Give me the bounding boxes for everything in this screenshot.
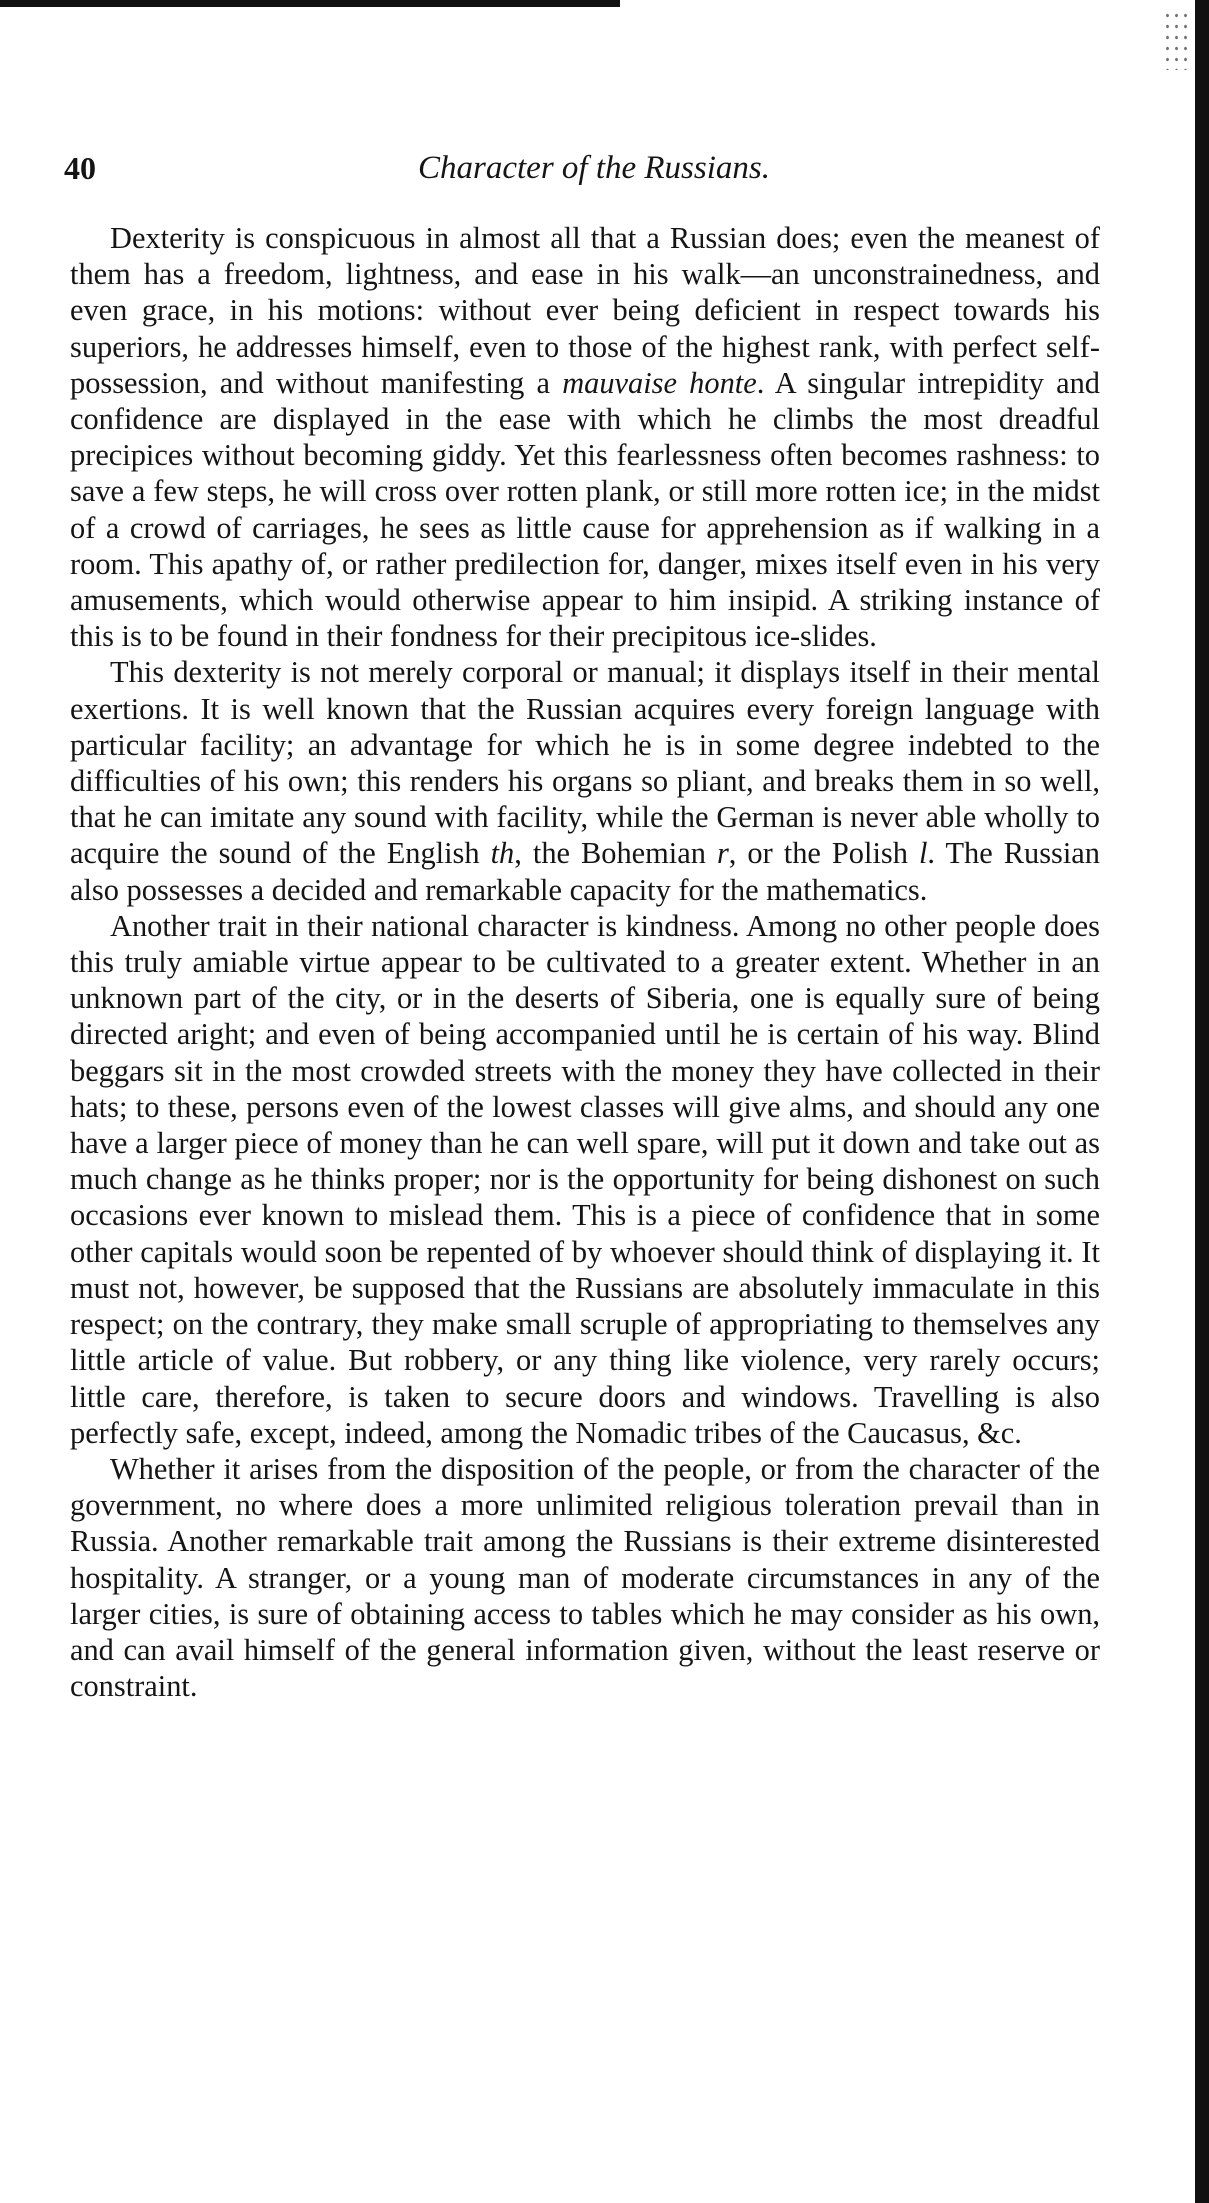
paragraph (70, 220, 1100, 654)
scan-specks (1163, 10, 1193, 70)
italic-text: l (918, 836, 928, 871)
italic-text: mauvaise honte (562, 365, 757, 400)
page-number: 40 (64, 150, 96, 186)
text-segment: , or the Polish (728, 836, 919, 871)
text-segment: Dexterity is conspicuous in almost all that a Russian does; even the meanest of them has a freedom, lightness, and ease in his walk—an unconstrainedness, and even grace, in his motions: without ever being deficient in respect towards his superiors, he addresses himself, even to those of the highest rank, with perfect self-possession, and without manifesting a (70, 221, 1100, 400)
page-header (64, 150, 1124, 200)
text-segment: . The Russian also possesses a decided and remarkable capacity for the mathematics. (70, 836, 1100, 907)
italic-text: r (716, 836, 729, 871)
running-title: Character of the Russians. (418, 150, 770, 186)
scan-edge-top (0, 0, 620, 7)
scan-edge-right (1195, 0, 1209, 2203)
text-segment: This dexterity is not merely corporal or manual; it displays itself in their mental exertions. It is well known that the Russian acquires every foreign language with particular facility; an advantage for which he is in some degree indebted to the difficulties of his own; this renders his organs so pliant, and breaks them in so well, that he can imitate any sound with facility, while the German is never able wholly to acquire the sound of the English (70, 655, 1100, 871)
text-segment: . A singular intrepidity and confidence are displayed in the ease with which he climbs the most dreadful precipices without becoming giddy. Yet this fearlessness often becomes rashness: to save a few steps, he will cross over rotten plank, or still more rotten ice; in the midst of a crowd of carriages, he sees as little cause for apprehension as if walking in a room. This apathy of, or rather predilection for, danger, mixes itself even in his very amusements, which would otherwise appear to him insipid. A striking instance of this is to be found in their fondness for their precipitous ice-slides. (70, 365, 1100, 654)
text-segment: , the Bohemian (514, 836, 717, 871)
paragraph (70, 654, 1100, 907)
paragraph (70, 1451, 1100, 1704)
text-segment: Another trait in their national character is kindness. Among no other people does this truly amiable virtue appear to be cultivated to a greater extent. Whether in an unknown part of the city, or in the deserts of Siberia, one is equally sure of being directed aright; and even of being accompanied until he is certain of his way. Blind beggars sit in the most crowded streets with the money they have collected in their hats; to these, persons even of the lowest classes will give alms, and should any one have a larger piece of money than he can well spare, will put it down and take out as much change as he thinks proper; nor is the opportunity for being dishonest on such occasions ever known to mislead them. This is a piece of confidence that in some other capitals would soon be repented of by whoever should think of displaying it. It must not, however, be supposed that the Russians are absolutely immaculate in this respect; on the contrary, they make small scruple of appropriating to themselves any little article of value. But robbery, or any thing like violence, very rarely occurs; little care, therefore, is taken to secure doors and windows. Travelling is also perfectly safe, except, indeed, among the Nomadic tribes of the Caucasus, &c. (70, 908, 1100, 1450)
body-text (70, 220, 1100, 1704)
paragraph (70, 908, 1100, 1451)
text-segment: Whether it arises from the disposition of the people, or from the character of the government, no where does a more unlimited religious toleration prevail than in Russia. Another remarkable trait among the Russians is their extreme disinterested hospitality. A stranger, or a young man of moderate circumstances in any of the larger cities, is sure of obtaining access to tables which he may consider as his own, and can avail himself of the general information given, without the least reserve or constraint. (70, 1451, 1100, 1704)
italic-text: th (490, 836, 515, 871)
